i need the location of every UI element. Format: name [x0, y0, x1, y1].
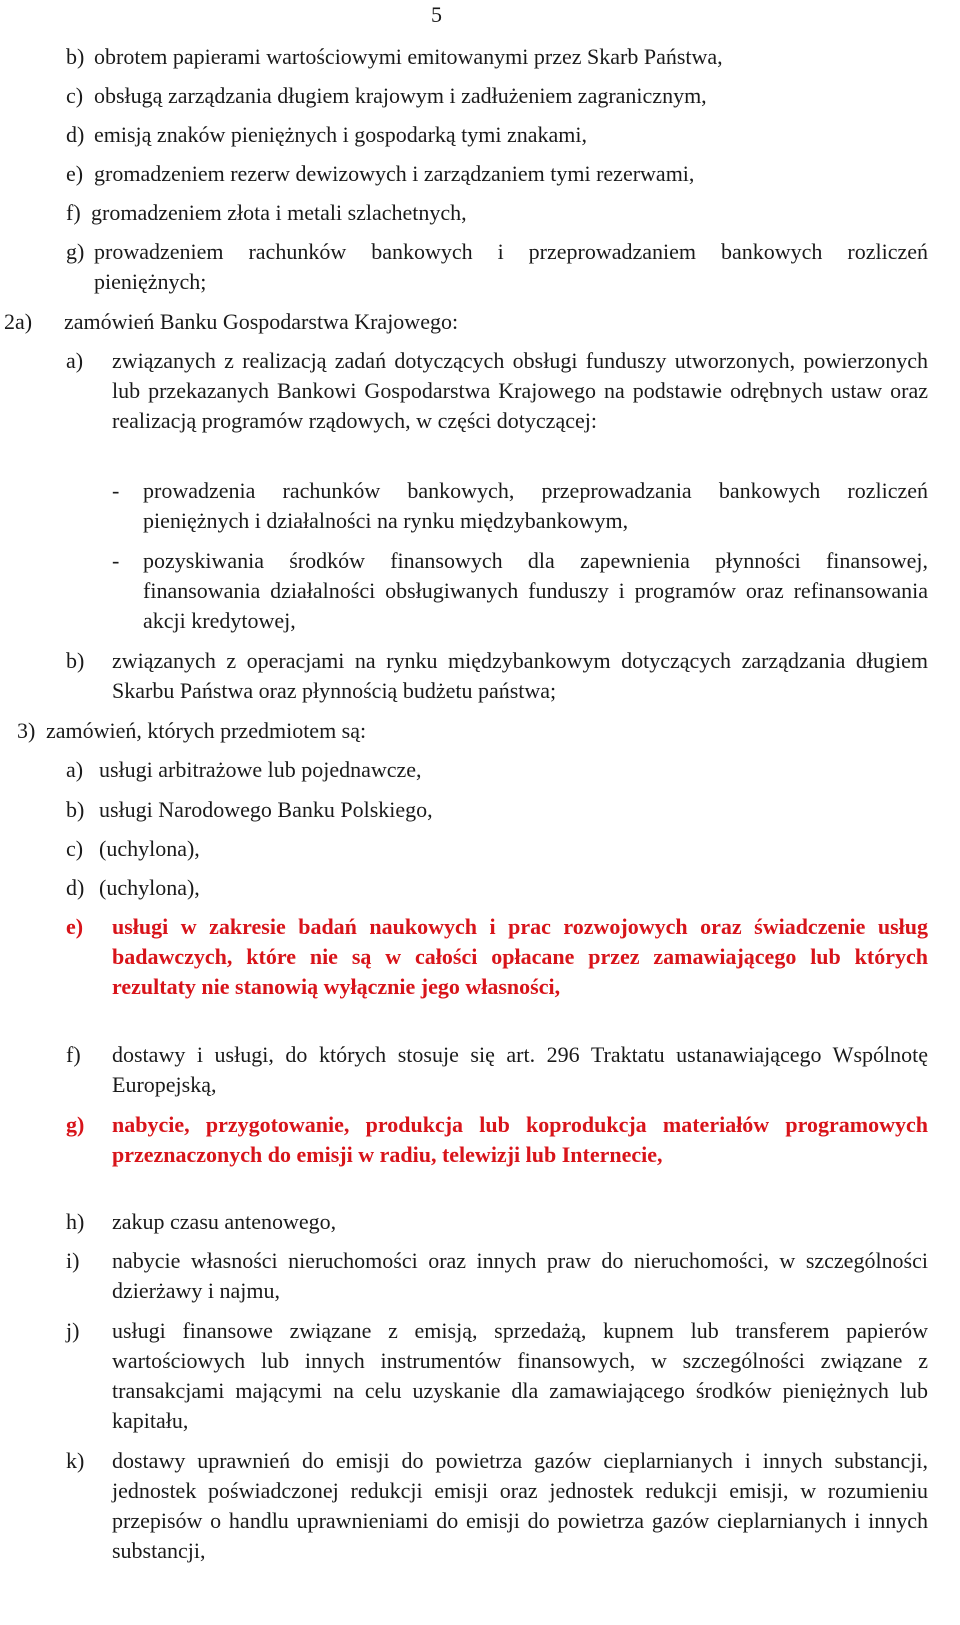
list-item-amended — [0, 912, 928, 1002]
point-2a — [0, 307, 928, 337]
item-label: d) — [66, 122, 85, 147]
item-label: f) — [66, 1042, 81, 1067]
list-item — [0, 198, 928, 228]
point-text: zamówień Banku Gospodarstwa Krajowego: — [64, 309, 459, 334]
item-text: gromadzeniem złota i metali szlachetnych, — [91, 200, 467, 225]
item-label: e) — [66, 914, 84, 939]
item-text: usługi Narodowego Banku Polskiego, — [99, 797, 433, 822]
item-text: nabycie własności nieruchomości oraz innych praw do nieruchomości, w szczególności dzierżawy i najmu, — [112, 1248, 928, 1303]
item-label: c) — [66, 836, 84, 861]
item-text: gromadzeniem rezerw dewizowych i zarządzaniem tymi rezerwami, — [94, 161, 695, 186]
point-label: 2a) — [4, 309, 33, 334]
item-label: e) — [66, 161, 84, 186]
dash-marker: - — [112, 478, 120, 503]
list-item — [0, 120, 928, 150]
item-text: usługi arbitrażowe lub pojednawcze, — [99, 757, 422, 782]
list-item — [0, 159, 928, 189]
item-label: d) — [66, 875, 85, 900]
item-text: związanych z realizacją zadań dotyczących obsługi funduszy utworzonych, powierzonych lub przekazanych Bankowi Gospodarstwa Krajowego na podstawie odrębnych ustaw oraz realizacją programów rządowych, w części dotyczącej: — [112, 348, 928, 433]
list-item — [0, 1446, 928, 1566]
list-item — [0, 834, 928, 864]
list-item — [0, 42, 928, 72]
item-label: k) — [66, 1448, 85, 1473]
item-text: nabycie, przygotowanie, produkcja lub koprodukcja materiałów programowych przeznaczonych do emisji w radiu, telewizji lub Internecie, — [112, 1112, 928, 1167]
point-3 — [0, 716, 928, 746]
item-text: usługi w zakresie badań naukowych i prac rozwojowych oraz świadczenie usług badawczych, które nie są w całości opłacane przez zamawiającego lub których rezultaty nie stanowią wyłącznie jego własności, — [112, 914, 928, 999]
item-label: b) — [66, 648, 85, 673]
item-label: c) — [66, 83, 84, 108]
item-text: prowadzenia rachunków bankowych, przeprowadzania bankowych rozliczeń pieniężnych i działalności na rynku międzybankowym, — [143, 478, 928, 533]
item-text: pozyskiwania środków finansowych dla zapewnienia płynności finansowej, finansowania działalności obsługiwanych funduszy i programów oraz refinansowania akcji kredytowej, — [143, 548, 928, 633]
list-item — [0, 237, 928, 297]
list-item — [0, 646, 928, 706]
item-text: (uchylona), — [99, 836, 200, 861]
item-text: usługi finansowe związane z emisją, sprzedażą, kupnem lub transferem papierów wartościowych lub innych instrumentów finansowych, w szczególności związane z transakcjami mającymi na celu uzyskanie dla zamawiającego środków pieniężnych lub kapitału, — [112, 1318, 928, 1433]
item-label: a) — [66, 348, 84, 373]
dash-item — [0, 546, 928, 636]
dash-marker: - — [112, 548, 120, 573]
list-item — [0, 1040, 928, 1100]
item-text: (uchylona), — [99, 875, 200, 900]
item-label: a) — [66, 757, 84, 782]
item-label: b) — [66, 44, 85, 69]
item-text: dostawy i usługi, do których stosuje się art. 296 Traktatu ustanawiającego Wspólnotę Europejską, — [112, 1042, 928, 1097]
point-label: 3) — [17, 718, 36, 743]
point-text: zamówień, których przedmiotem są: — [46, 718, 367, 743]
item-text: obsługą zarządzania długiem krajowym i zadłużeniem zagranicznym, — [94, 83, 707, 108]
item-text: związanych z operacjami na rynku międzybankowym dotyczących zarządzania długiem Skarbu Państwa oraz płynnością budżetu państwa; — [112, 648, 928, 703]
list-item — [0, 755, 928, 785]
list-item-amended — [0, 1110, 928, 1170]
item-label: i) — [66, 1248, 80, 1273]
page-number: 5 — [431, 2, 442, 27]
list-item — [0, 795, 928, 825]
item-text: prowadzeniem rachunków bankowych i przeprowadzaniem bankowych rozliczeń pieniężnych; — [94, 239, 928, 294]
item-text: zakup czasu antenowego, — [112, 1209, 337, 1234]
item-label: j) — [66, 1318, 80, 1343]
item-label: g) — [66, 1112, 85, 1137]
item-text: dostawy uprawnień do emisji do powietrza gazów cieplarnianych i innych substancji, jednostek poświadczonej redukcji emisji oraz jednostek redukcji emisji, w rozumieniu przepisów o handlu uprawnieniami do emisji do powietrza gazów cieplarnianych i innych substancji, — [112, 1448, 928, 1563]
item-text: obrotem papierami wartościowymi emitowanymi przez Skarb Państwa, — [94, 44, 723, 69]
item-label: g) — [66, 239, 85, 264]
list-item — [0, 1316, 928, 1436]
list-item — [0, 346, 928, 436]
list-item — [0, 1207, 928, 1237]
list-item — [0, 1246, 928, 1306]
item-text: emisją znaków pieniężnych i gospodarką tymi znakami, — [94, 122, 588, 147]
item-label: f) — [66, 200, 81, 225]
list-item — [0, 81, 928, 111]
list-item — [0, 873, 928, 903]
item-label: b) — [66, 797, 85, 822]
dash-item — [0, 476, 928, 536]
item-label: h) — [66, 1209, 85, 1234]
